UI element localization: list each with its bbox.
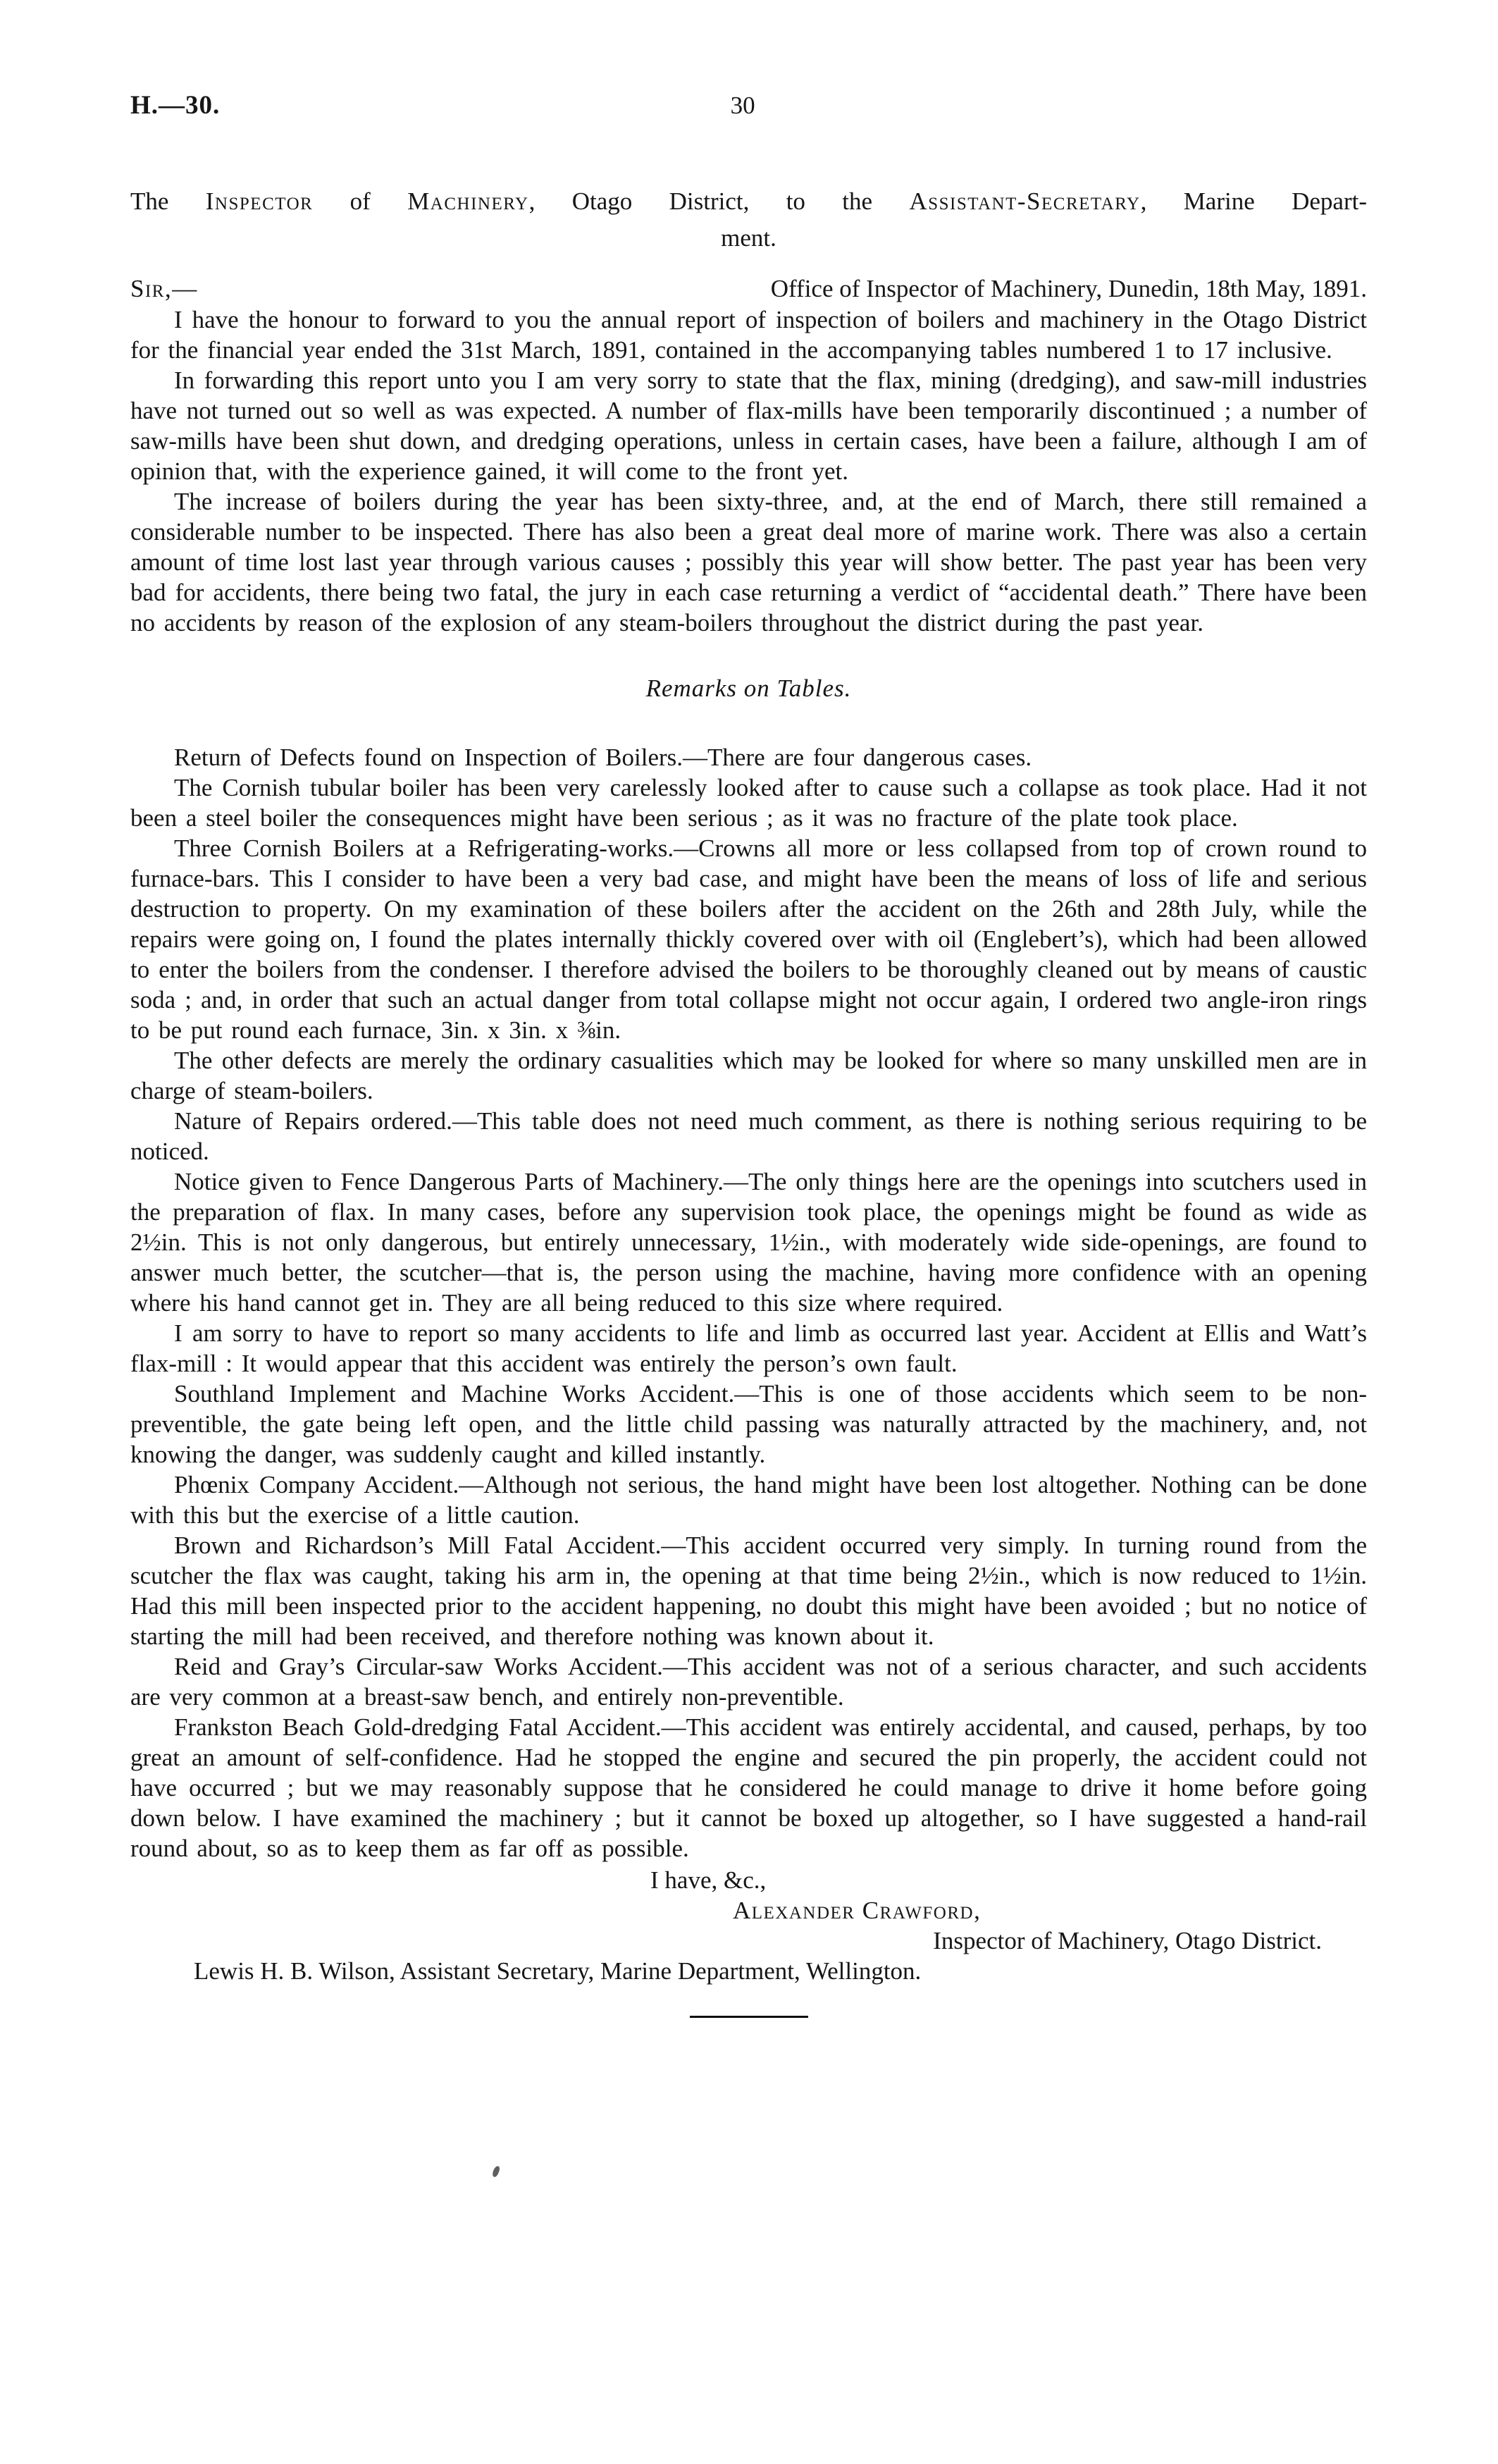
- heading-smallcaps-machinery: Machinery: [407, 187, 529, 215]
- remarks-paragraph: Nature of Repairs ordered.—This table does not need much comment, as there is nothing serious requiring to be noticed.: [130, 1107, 1367, 1165]
- signature-name: Alexander Crawford,: [733, 1897, 982, 1924]
- heading-text: of: [313, 187, 408, 215]
- signature-title: Inspector of Machinery, Otago District.: [933, 1927, 1322, 1954]
- remarks-paragraph: Notice given to Fence Dangerous Parts of Machinery.—The only things here are the openings into scutchers used in the preparation of flax. In many cases, before any supervision took place, the openings might be found as wide as 2½in. This is not only dangerous, but entirely unnecessary, 1½in., with moderately wide side-openings, are found to answer much better, the scutcher—that is, the person using the machine, having more confidence with an opening where his hand cannot get in. They are all being reduced to this size where required.: [130, 1168, 1367, 1317]
- letter-paragraph: The increase of boilers during the year has been sixty-three, and, at the end of March, there still remained a considerable number to be inspected. There has also been a great deal more of marine work. There was also a certain amount of time lost last year through various causes ; possibly this year will show better. The past year has been very bad for accidents, there being two fatal, the jury in each case returning a verdict of “accidental death.” There have been no accidents by reason of the explosion of any steam-boilers throughout the district during the past year.: [130, 488, 1367, 636]
- remarks-paragraph: Brown and Richardson’s Mill Fatal Accident.—This accident occurred very simply. In turning round from the scutcher the flax was caught, taking his arm in, the opening at that time being 2½in., which is now reduced to 1½in. Had this mill been inspected prior to the accident happening, no doubt this might have been avoided ; but no notice of starting the mill had been received, and therefore nothing was known about it.: [130, 1532, 1367, 1650]
- page-number: 30: [730, 92, 755, 119]
- remarks-heading: Remarks on Tables.: [645, 674, 852, 702]
- letter-paragraph: I have the honour to forward to you the annual report of inspection of boilers and machinery in the Otago District for the financial year ended the 31st March, 1891, contained in the accompanying tables numbered 1 to 17 inclusive.: [130, 306, 1367, 364]
- remarks-paragraph: Reid and Gray’s Circular-saw Works Accident.—This accident was not of a serious character, and such accidents are very common at a breast-saw bench, and entirely non-preventible.: [130, 1653, 1367, 1711]
- heading-smallcaps-assistant-secretary: Assistant-Secretary: [909, 187, 1141, 215]
- office-dateline: Office of Inspector of Machinery, Dunedin, 18th May, 1891.: [770, 275, 1367, 302]
- letter-heading-line2: ment.: [721, 224, 776, 252]
- document-reference: H.—30.: [130, 91, 221, 120]
- remarks-paragraph: The other defects are merely the ordinary casualities which may be looked for where so many unskilled men are in charge of steam-boilers.: [130, 1047, 1367, 1104]
- page-header: [130, 90, 1367, 123]
- heading-text: , Otago District, to the: [528, 187, 910, 215]
- salutation-row: [130, 273, 1367, 304]
- ink-smudge-artifact: [492, 2165, 501, 2178]
- remarks-paragraph: Return of Defects found on Inspection of Boilers.—There are four dangerous cases.: [174, 744, 1032, 771]
- remarks-paragraph: Frankston Beach Gold-dredging Fatal Accident.—This accident was entirely accidental, and caused, perhaps, by too great an amount of self-confidence. Had he stopped the engine and secured the pin properly, the accident could not have occurred ; but we may reasonably suppose that he considered he could manage to drive it home before going down below. I have examined the machinery ; but it cannot be boxed up altogether, so I have suggested a hand-rail round about, so as to keep them as far off as possible.: [130, 1713, 1367, 1862]
- remarks-paragraph: I am sorry to have to report so many accidents to life and limb as occurred last year. Accident at Ellis and Watt’s flax-mill : It would appear that this accident was entirely the person’s own fault.: [130, 1319, 1367, 1377]
- remarks-paragraph: The Cornish tubular boiler has been very carelessly looked after to cause such a collapse as took place. Had it not been a steel boiler the consequences might have been serious ; as it was no fracture of the plate took place.: [130, 774, 1367, 832]
- footer-rule: [690, 2016, 808, 2018]
- heading-text: , Marine Depart-: [1140, 187, 1368, 215]
- closing-valediction: I have, &c.,: [650, 1866, 767, 1894]
- remarks-paragraph: Southland Implement and Machine Works Accident.—This is one of those accidents which seem to be non-preventible, the gate being left open, and the little child passing was naturally attracted by the machinery, and, not knowing the danger, was suddenly caught and killed instantly.: [130, 1380, 1367, 1468]
- heading-text: The: [130, 187, 206, 215]
- letter-paragraph: In forwarding this report unto you I am very sorry to state that the flax, mining (dredging), and saw-mill industries have not turned out so well as was expected. A number of flax-mills have been temporarily discontinued ; a number of saw-mills have been shut down, and dredging operations, unless in certain cases, have been a failure, although I am of opinion that, with the experience gained, it will come to the front yet.: [130, 366, 1367, 485]
- letter-heading-line1: [130, 183, 1367, 220]
- salutation: Sir,—: [130, 275, 198, 302]
- addressee-line: Lewis H. B. Wilson, Assistant Secretary, Marine Department, Wellington.: [194, 1957, 922, 1985]
- heading-smallcaps-inspector: Inspector: [205, 187, 314, 215]
- remarks-paragraph: Three Cornish Boilers at a Refrigerating-works.—Crowns all more or less collapsed from top of crown round to furnace-bars. This I consider to have been a very bad case, and might have been the means of loss of life and serious destruction to property. On my examination of these boilers after the accident on the 26th and 28th July, while the repairs were going on, I found the plates internally thickly covered over with oil (Englebert’s), which had been allowed to enter the boilers from the condenser. I therefore advised the boilers to be thoroughly cleaned out by means of caustic soda ; and, in order that such an actual danger from total collapse might not occur again, I ordered two angle-iron rings to be put round each furnace, 3in. x 3in. x ⅜in.: [130, 834, 1367, 1044]
- letter-heading: [130, 183, 1367, 257]
- remarks-paragraph: Phœnix Company Accident.—Although not serious, the hand might have been lost altogether. Nothing can be done with this but the exercise of a little caution.: [130, 1471, 1367, 1529]
